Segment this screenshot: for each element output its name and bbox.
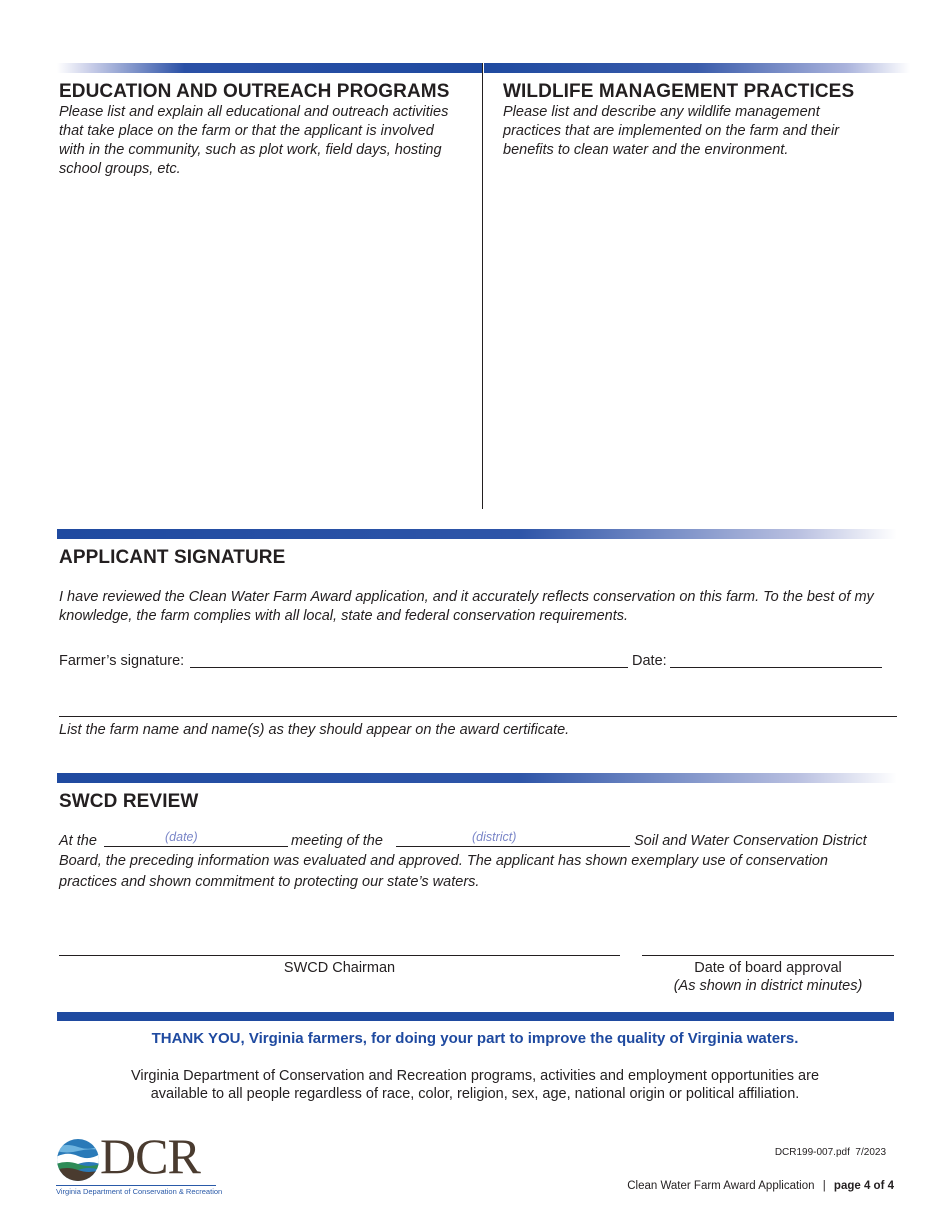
document-title: Clean Water Farm Award Application: [627, 1180, 815, 1192]
swcd-line-2: Board, the preceding information was evaluated and approved. The applicant has shown exemplary use of conservation: [59, 853, 828, 869]
swcd-line-3: practices and shown commitment to protecting our state’s waters.: [59, 874, 480, 890]
meeting-date-field[interactable]: [104, 846, 288, 847]
education-description: Please list and explain all educational and outreach activities that take place on the farm or that the applicant is involved with in the community, such as plot work, field days, hosting school groups, etc.: [59, 104, 449, 177]
document-footer: [540, 1180, 894, 1192]
dcr-logo: [56, 1128, 223, 1196]
form-id: DCR199-007.pdf 7/2023: [774, 1147, 886, 1158]
farm-name-label: List the farm name and name(s) as they should appear on the award certificate.: [59, 722, 570, 738]
approval-date-note: (As shown in district minutes): [673, 978, 863, 994]
farm-name-field[interactable]: [59, 716, 897, 717]
column-divider: [482, 63, 483, 509]
education-heading: EDUCATION AND OUTREACH PROGRAMS: [59, 81, 450, 102]
meeting-date-hint: (date): [165, 830, 198, 844]
signature-date-field[interactable]: [670, 667, 882, 668]
thank-you-message: THANK YOU, Virginia farmers, for doing your part to improve the quality of Virginia waters.: [151, 1030, 799, 1047]
wildlife-description: Please list and describe any wildlife management practices that are implemented on the farm and their benefits to clean water and the environment.: [503, 104, 840, 158]
swcd-at-the: At the: [59, 833, 97, 849]
dcr-logo-text: DCR: [100, 1128, 200, 1184]
chairman-signature-field[interactable]: [59, 955, 620, 956]
section-bar-education: [57, 63, 482, 73]
district-name-field[interactable]: [396, 846, 630, 847]
approval-date-label: Date of board approval: [694, 960, 842, 976]
district-name-hint: (district): [472, 830, 517, 844]
footer-bar: [57, 1012, 894, 1021]
section-bar-signature: [57, 529, 897, 539]
section-bar-wildlife: [484, 63, 910, 73]
wildlife-heading: WILDLIFE MANAGEMENT PRACTICES: [503, 81, 855, 102]
section-bar-swcd: [57, 773, 897, 783]
signature-date-label: Date:: [632, 653, 667, 669]
disclaimer-line-2: available to all people regardless of race, color, religion, sex, age, national origin or political affiliation.: [150, 1086, 800, 1102]
dcr-logo-subtext: Virginia Department of Conservation & Recreation: [56, 1187, 223, 1196]
farmer-signature-label: Farmer’s signature:: [59, 653, 185, 669]
swcd-district-suffix: Soil and Water Conservation District: [634, 833, 867, 849]
approval-date-field[interactable]: [642, 955, 894, 956]
farmer-signature-field[interactable]: [190, 667, 628, 668]
page-number: page 4 of 4: [833, 1180, 894, 1192]
signature-statement: I have reviewed the Clean Water Farm Award application, and it accurately reflects conservation on this farm. To the best of my knowledge, the farm complies with all local, state and federal conservation requirements.: [59, 589, 874, 624]
chairman-label: SWCD Chairman: [283, 960, 396, 976]
disclaimer-line-1: Virginia Department of Conservation and Recreation programs, activities and employment opportunities are: [130, 1068, 820, 1084]
swcd-heading: SWCD REVIEW: [59, 791, 199, 812]
swcd-meeting-of: meeting of the: [291, 833, 383, 849]
footer-separator: |: [822, 1180, 826, 1192]
dcr-logo-mark-icon: [56, 1137, 100, 1183]
signature-heading: APPLICANT SIGNATURE: [59, 547, 286, 568]
